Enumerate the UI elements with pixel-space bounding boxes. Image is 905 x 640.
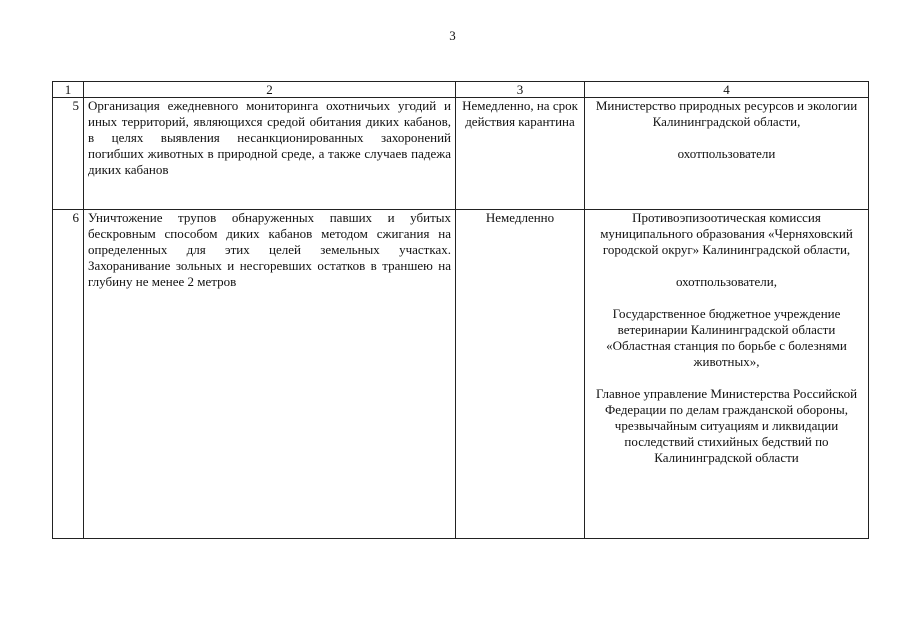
- responsible-party: охотпользователи: [677, 146, 776, 161]
- responsible-party: Государственное бюджетное учреждение ветеринарии Калининградской области «Областная станция по борьбе с болезнями животных»,: [606, 306, 847, 369]
- responsible-parties: [585, 98, 869, 210]
- page-number: 3: [449, 28, 456, 43]
- table-row: [53, 210, 869, 539]
- measure-deadline: Немедленно: [456, 210, 585, 539]
- row-number: 5: [53, 98, 84, 210]
- column-number-3: 3: [456, 82, 585, 98]
- responsible-parties: [585, 210, 869, 539]
- responsible-party: Противоэпизоотическая комиссия муниципального образования «Черняховский городской округ» Калининградской области,: [600, 210, 853, 257]
- column-number-1: 1: [53, 82, 84, 98]
- measure-description: Уничтожение трупов обнаруженных павших и убитых бескровным способом диких кабанов методом сжигания на определенных для этих целей земельных участках. Захоранивание зольных и несгоревших остатков в траншею на глубину не менее 2 метров: [84, 210, 456, 539]
- responsible-party: Министерство природных ресурсов и экологии Калининградской области,: [595, 98, 858, 129]
- column-number-2: 2: [84, 82, 456, 98]
- table-header-row: [53, 82, 869, 98]
- measure-deadline: Немедленно, на срок действия карантина: [456, 98, 585, 210]
- measure-description: Организация ежедневного мониторинга охотничьих угодий и иных территорий, являющихся средой обитания диких кабанов, в целях выявления несанкционированных захоронений погибших животных в природной среде, а также случаев падежа диких кабанов: [84, 98, 456, 210]
- table-row: [53, 98, 869, 210]
- responsible-party: Главное управление Министерства Российской Федерации по делам гражданской обороны, чрезвычайным ситуациям и ликвидации последствий стихийных бедствий по Калининградской области: [595, 386, 858, 465]
- measures-table: [52, 81, 869, 539]
- responsible-party: охотпользователи,: [676, 274, 777, 289]
- row-number: 6: [53, 210, 84, 539]
- column-number-4: 4: [585, 82, 869, 98]
